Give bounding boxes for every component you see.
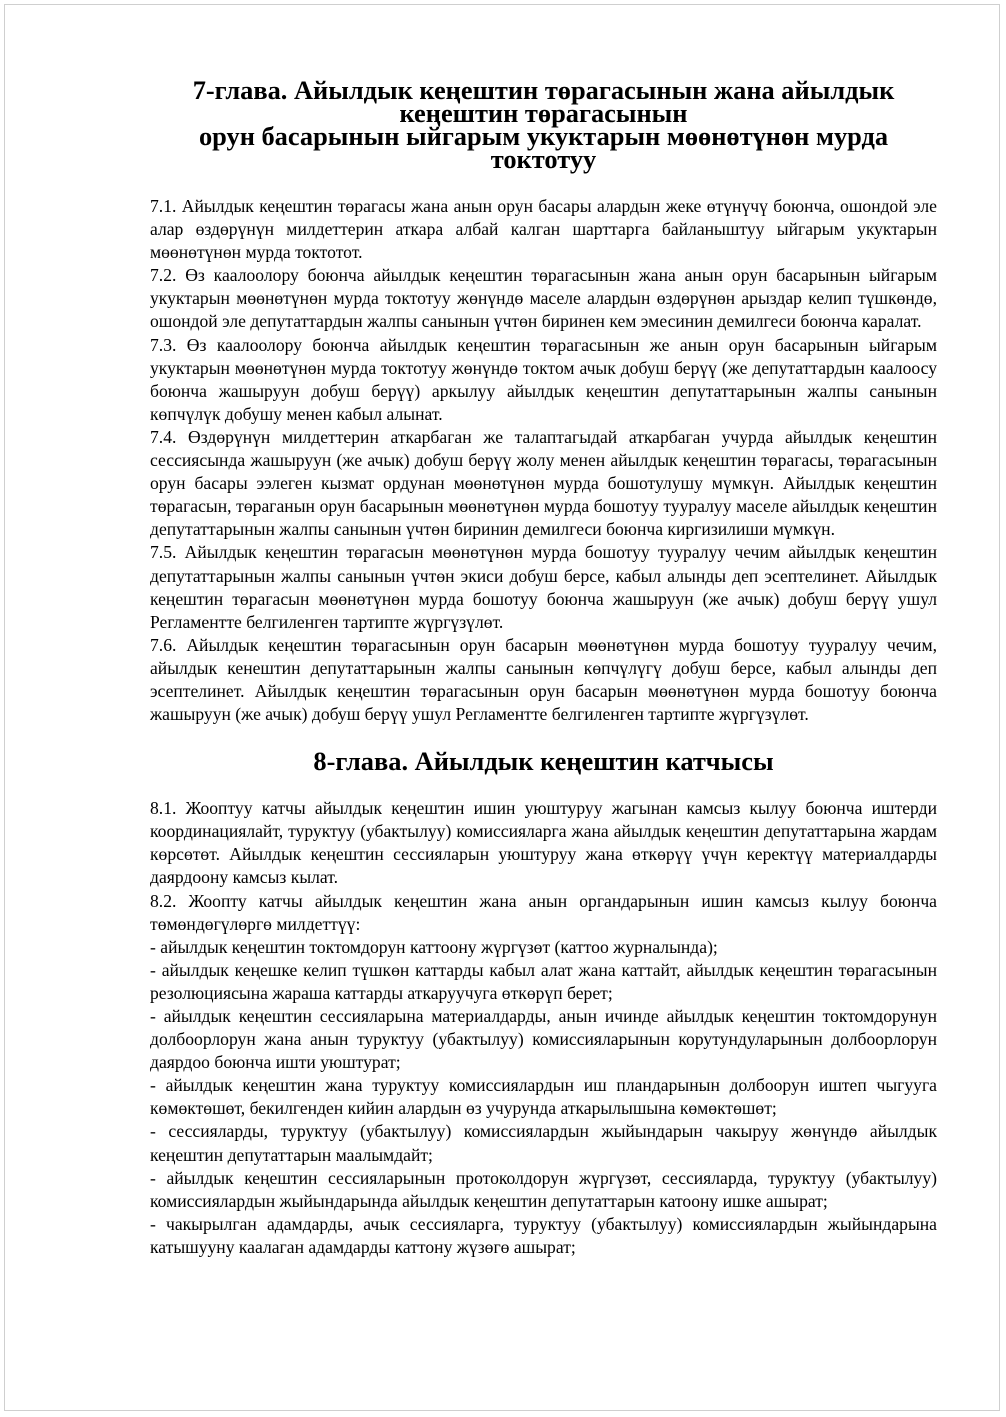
- spacer: [150, 171, 937, 195]
- list-item-duty-6: - айылдык кеңештин сессияларынын протоколдорун жүргүзөт, сессияларда, туруктуу (убактылуу) комиссиялардын жыйындарында айылдык кеңештин депутаттарын катоону ишке ашырат;: [150, 1167, 937, 1211]
- list-item-duty-5: - сессияларды, туруктуу (убактылуу) комиссиялардын жыйындарын чакыруу жөнүндө айылдык кеңештин депутаттарын маалымдайт;: [150, 1121, 937, 1165]
- document-content: [150, 75, 937, 1259]
- chapter-7-heading-line-2: орун басарынын ыйгарым укуктарын мөөнөтүнөн мурда токтотуу: [198, 121, 889, 174]
- list-item-duty-3: - айылдык кеңештин сессияларына материалдарды, анын ичинде айылдык кеңештин токтомдорунун долбоорлорун жана анын туруктуу (убактылуу) комиссияларынын корутундуларынын долбоорлорун даярдоо боюнча ишти уюштурат;: [150, 1006, 937, 1073]
- chapter-7-heading-line-1: 7-глава. Айылдык кеңештин төрагасынын жана айылдык кеңештин төрагасынын: [192, 75, 895, 128]
- chapter-8-heading: [150, 746, 937, 777]
- paragraph-8-2: 8.2. Жоопту катчы айылдык кеңештин жана анын органдарынын ишин камсыз кылуу боюнча төмөндөгүлөргө милдеттүү:: [150, 890, 937, 934]
- paragraph-7-4: 7.4. Өздөрүнүн милдеттерин аткарбаган же талаптагыдай аткарбаган учурда айылдык кеңештин сессиясында жашыруун (же ачык) добуш берүү жолу менен айылдык кеңештин төрагасы, төрагасынын орун басары ээлеген кызмат ордунан мөөнөтүнөн мурда бошотулушу мүмкүн. Айылдык кеңештин төрагасын, төраганын орун басарынын мөөнөтүнөн мурда бошотуу тууралуу маселе айылдык кеңештин депутаттарынын жалпы санынын үчтөн биринин демилгеси боюнча киргизилиши мүмкүн.: [150, 426, 937, 540]
- paragraph-7-3: 7.3. Өз каалоолору боюнча айылдык кеңештин төрагасынын же анын орун басарынын ыйгарым укуктарын мөөнөтүнөн мурда токтотуу жөнүндө токтом ачык добуш берүү (же депутаттардын каалоосу боюнча жашыруун добуш берүү) аркылуу айылдык кеңештин депутаттарынын жалпы санынын көпчүлүк добушу менен кабыл алынат.: [150, 334, 937, 424]
- chapter-8-heading-line: 8-глава. Айылдык кеңештин катчысы: [313, 746, 774, 777]
- document-page: [4, 4, 1000, 1411]
- list-item-duty-4: - айылдык кеңештин жана туруктуу комиссиялардын иш пландарынын долбоорун иштеп чыгууга көмөктөшөт, бекилгенден кийин алардын өз учурунда аткарылышына көмөктөшөт;: [150, 1075, 937, 1119]
- list-item-duty-7: - чакырылган адамдарды, ачык сессияларга, туруктуу (убактылуу) комиссиялардын жыйындарына катышууну каалаган адамдарды каттону жүзөгө ашырат;: [150, 1213, 937, 1257]
- paragraph-7-6: 7.6. Айылдык кеңештин төрагасынын орун басарын мөөнөтүнөн мурда бошотуу тууралуу чечим, айылдык кенештин депутаттарынын жалпы санынын көпчүлүгү добуш берсе, кабыл алынды деп эсептелинет. Айылдык кеңештин төрагасынын орун басарын мөөнөтүнөн мурда бошотуу боюнча жашыруун (же ачык) добуш берүү ушул Регламентте белгиленген тартипте жүргүзүлөт.: [150, 634, 937, 725]
- paragraph-7-1: 7.1. Айылдык кеңештин төрагасы жана анын орун басары алардын жеке өтүнүчү боюнча, ошондой эле алар өздөрүнүн милдеттерин аткара албай калган шарттарга байланыштуу ыйгарым укуктарын мөөнөтүнөн мурда токтотот.: [150, 196, 937, 263]
- paragraph-7-2: 7.2. Өз каалоолору боюнча айылдык кеңештин төрагасынын жана анын орун басарынын ыйгарым укуктарын мөөнөтүнөн мурда токтотуу жөнүндө маселе алардын өздөрүнөн арыздар келип түшкөндө, ошондой эле депутаттардын жалпы санынын үчтөн биринен кем эмесинин демилгеси боюнча каралат.: [150, 265, 937, 332]
- list-item-duty-1: - айылдык кеңештин токтомдорун каттоону жүргүзөт (каттоо журналында);: [150, 936, 718, 957]
- chapter-7-heading: [150, 75, 937, 174]
- spacer: [150, 773, 937, 797]
- paragraph-8-1: 8.1. Жооптуу катчы айылдык кеңештин ишин уюштуруу жагынан камсыз кылуу боюнча иштерди координациялайт, туруктуу (убактылуу) комиссияларга жана айылдык кеңештин депутаттарына жардам көрсөтөт. Айылдык кеңештин сессияларын уюштуруу жана өткөрүү үчүн керектүү материалдарды даярдоону камсыз кылат.: [150, 798, 937, 888]
- paragraph-7-5: 7.5. Айылдык кеңештин төрагасын мөөнөтүнөн мурда бошотуу тууралуу чечим айылдык кеңештин депутаттарынын жалпы санынын үчтөн экиси добуш берсе, кабыл алынды деп эсептелинет. Айылдык кеңештин төрагасын мөөнөтүнөн мурда бошотуу боюнча жашыруун (же ачык) добуш берүү ушул Регламентте белгиленген тартипте жүргүзүлөт.: [150, 542, 937, 632]
- list-item-duty-2: - айылдык кеңешке келип түшкөн каттарды кабыл алат жана каттайт, айылдык кеңештин төрагасынын резолюциясына жараша каттарды аткаруучуга өткөрүп берет;: [150, 959, 937, 1003]
